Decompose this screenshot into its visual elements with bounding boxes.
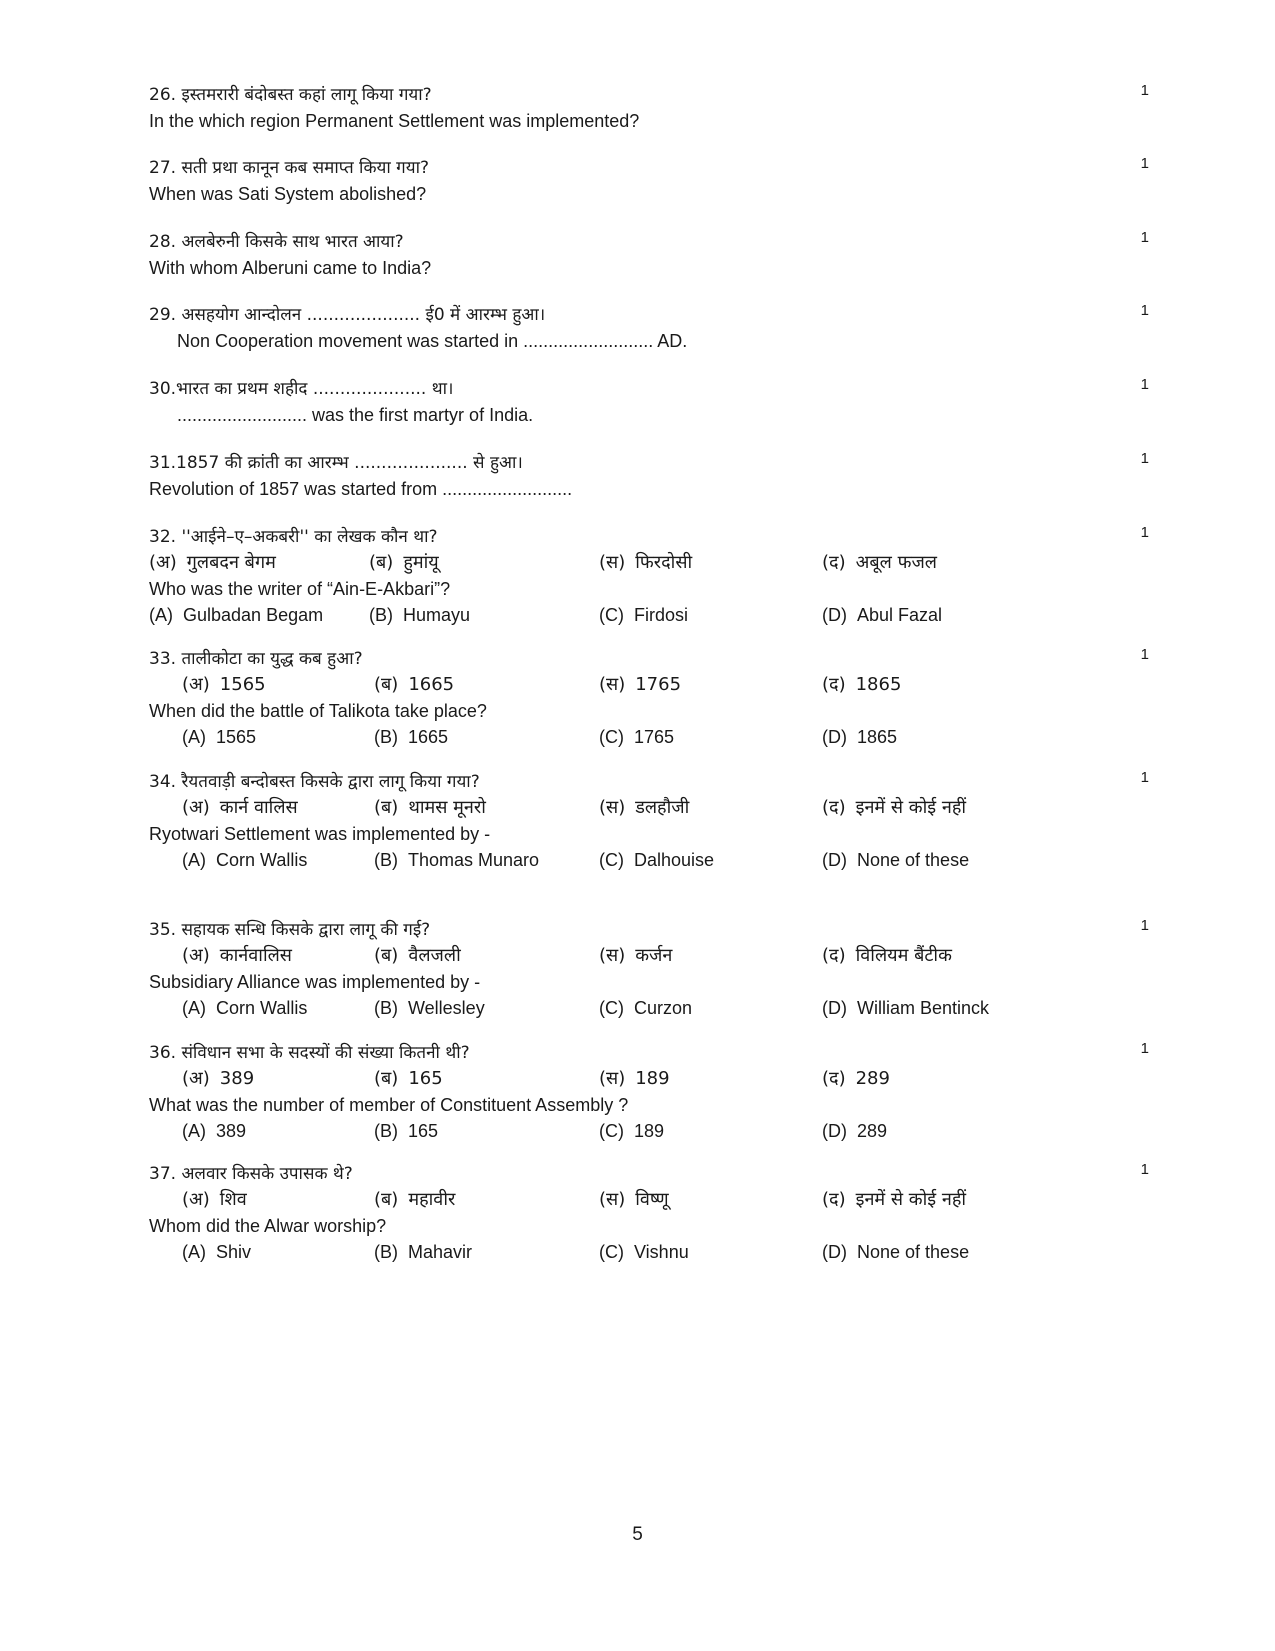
question-31 — [149, 450, 1149, 502]
option-b-english: (B) Humayu — [369, 605, 471, 625]
option-c-english: (C) Firdosi — [599, 605, 689, 625]
question-marks: 1 — [1140, 917, 1149, 934]
question-hindi: 29. असहयोग आन्दोलन ..................... ई0 में आरम्भ हुआ। — [149, 305, 546, 325]
question-hindi: 33. तालीकोटा का युद्ध कब हुआ? — [149, 649, 363, 669]
question-marks: 1 — [1140, 155, 1149, 172]
question-english: Subsidiary Alliance was implemented by - — [149, 972, 481, 992]
question-32 — [149, 524, 1149, 628]
question-hindi: 28. अलबेरुनी किसके साथ भारत आया? — [149, 232, 404, 252]
question-english: Whom did the Alwar worship? — [149, 1216, 387, 1236]
hindi-options — [149, 943, 1149, 969]
question-english: Ryotwari Settlement was implemented by - — [149, 824, 491, 844]
option-d-english: (D) William Bentinck — [822, 998, 990, 1018]
question-35 — [149, 917, 1149, 1021]
question-34 — [149, 769, 1149, 873]
option-d-hindi: (द) अबूल फजल — [822, 552, 938, 573]
option-b-english: (B) Wellesley — [374, 998, 485, 1018]
option-c-hindi: (स) डलहौजी — [599, 797, 690, 818]
option-b-hindi: (ब) 1665 — [374, 674, 455, 695]
english-options — [149, 1118, 1149, 1144]
option-a-english: (A) 389 — [182, 1121, 247, 1141]
english-options — [149, 724, 1149, 750]
hindi-options — [149, 795, 1149, 821]
question-marks: 1 — [1140, 229, 1149, 246]
option-c-english: (C) Curzon — [599, 998, 693, 1018]
option-b-hindi: (ब) वैलजली — [374, 945, 461, 966]
question-27 — [149, 155, 1149, 207]
question-37 — [149, 1161, 1149, 1265]
option-c-english: (C) 189 — [599, 1121, 665, 1141]
option-d-hindi: (द) इनमें से कोई नहीं — [822, 797, 967, 818]
option-d-english: (D) None of these — [822, 1242, 970, 1262]
question-36 — [149, 1040, 1149, 1144]
question-english: When did the battle of Talikota take place? — [149, 701, 487, 721]
question-marks: 1 — [1140, 302, 1149, 319]
option-d-hindi: (द) इनमें से कोई नहीं — [822, 1189, 967, 1210]
option-c-hindi: (स) कर्जन — [599, 945, 673, 966]
option-a-english: (A) Corn Wallis — [182, 850, 308, 870]
option-c-english: (C) Dalhouise — [599, 850, 715, 870]
option-a-english: (A) Corn Wallis — [182, 998, 308, 1018]
question-marks: 1 — [1140, 1161, 1149, 1178]
option-b-english: (B) Thomas Munaro — [374, 850, 540, 870]
question-marks: 1 — [1140, 82, 1149, 99]
question-marks: 1 — [1140, 450, 1149, 467]
question-26 — [149, 82, 1149, 134]
option-d-hindi: (द) 289 — [822, 1068, 890, 1089]
option-b-english: (B) Mahavir — [374, 1242, 473, 1262]
hindi-options — [149, 672, 1149, 698]
question-marks: 1 — [1140, 1040, 1149, 1057]
option-c-hindi: (स) फिरदोसी — [599, 552, 693, 573]
question-english: Non Cooperation movement was started in .......................... AD. — [177, 331, 688, 351]
option-c-hindi: (स) 1765 — [599, 674, 682, 695]
question-marks: 1 — [1140, 376, 1149, 393]
option-c-hindi: (स) 189 — [599, 1068, 670, 1089]
question-28 — [149, 229, 1149, 281]
question-english: Who was the writer of “Ain-E-Akbari”? — [149, 579, 451, 599]
option-a-hindi: (अ) 389 — [182, 1068, 255, 1089]
option-a-hindi: (अ) गुलबदन बेगम — [149, 552, 276, 573]
option-a-hindi: (अ) कार्नवालिस — [182, 945, 292, 966]
option-b-english: (B) 1665 — [374, 727, 449, 747]
question-29 — [149, 302, 1149, 354]
english-options — [149, 1239, 1149, 1265]
option-c-hindi: (स) विष्णू — [599, 1189, 669, 1210]
option-c-english: (C) Vishnu — [599, 1242, 689, 1262]
question-english: When was Sati System abolished? — [149, 184, 427, 204]
option-a-english: (A) Shiv — [182, 1242, 252, 1262]
option-a-hindi: (अ) शिव — [182, 1189, 247, 1210]
question-hindi: 31.1857 की क्रांती का आरम्भ ..................... से हुआ। — [149, 453, 523, 473]
question-marks: 1 — [1140, 524, 1149, 541]
hindi-options — [149, 1187, 1149, 1213]
question-30 — [149, 376, 1149, 428]
question-english: What was the number of member of Constituent Assembly ? — [149, 1095, 629, 1115]
question-hindi: 35. सहायक सन्धि किसके द्वारा लागू की गई? — [149, 920, 431, 940]
question-hindi: 30.भारत का प्रथम शहीद ..................... था। — [149, 379, 454, 399]
question-marks: 1 — [1140, 769, 1149, 786]
option-d-hindi: (द) 1865 — [822, 674, 902, 695]
option-d-hindi: (द) विलियम बैंटीक — [822, 945, 952, 966]
option-d-english: (D) None of these — [822, 850, 970, 870]
option-b-hindi: (ब) महावीर — [374, 1189, 456, 1210]
option-d-english: (D) Abul Fazal — [822, 605, 943, 625]
option-a-english: (A) Gulbadan Begam — [149, 605, 324, 625]
question-33 — [149, 646, 1149, 750]
option-a-hindi: (अ) 1565 — [182, 674, 266, 695]
question-hindi: 34. रैयतवाड़ी बन्दोबस्त किसके द्वारा लागू किया गया? — [149, 772, 480, 792]
question-english: .......................... was the first martyr of India. — [177, 405, 534, 425]
english-options — [149, 847, 1149, 873]
option-d-english: (D) 289 — [822, 1121, 888, 1141]
option-b-english: (B) 165 — [374, 1121, 439, 1141]
question-hindi: 32. ''आईने–ए–अकबरी'' का लेखक कौन था? — [149, 527, 438, 547]
option-b-hindi: (ब) हुमांयू — [369, 552, 439, 573]
question-hindi: 37. अलवार किसके उपासक थे? — [149, 1164, 353, 1184]
question-hindi: 27. सती प्रथा कानून कब समाप्त किया गया? — [149, 158, 430, 178]
option-b-hindi: (ब) 165 — [374, 1068, 443, 1089]
page-number: 5 — [632, 1524, 643, 1545]
question-english: With whom Alberuni came to India? — [149, 258, 432, 278]
option-b-hindi: (ब) थामस मूनरो — [374, 797, 486, 818]
option-a-english: (A) 1565 — [182, 727, 257, 747]
question-hindi: 26. इस्तमरारी बंदोबस्त कहां लागू किया गया? — [149, 85, 432, 105]
hindi-options — [149, 1066, 1149, 1092]
option-c-english: (C) 1765 — [599, 727, 675, 747]
question-english: Revolution of 1857 was started from .......................... — [149, 479, 573, 499]
option-d-english: (D) 1865 — [822, 727, 898, 747]
question-hindi: 36. संविधान सभा के सदस्यों की संख्या कितनी थी? — [149, 1043, 470, 1063]
question-english: In the which region Permanent Settlement was implemented? — [149, 111, 640, 131]
question-marks: 1 — [1140, 646, 1149, 663]
option-a-hindi: (अ) कार्न वालिस — [182, 797, 298, 818]
hindi-options — [149, 550, 1149, 576]
english-options — [149, 602, 1149, 628]
english-options — [149, 995, 1149, 1021]
